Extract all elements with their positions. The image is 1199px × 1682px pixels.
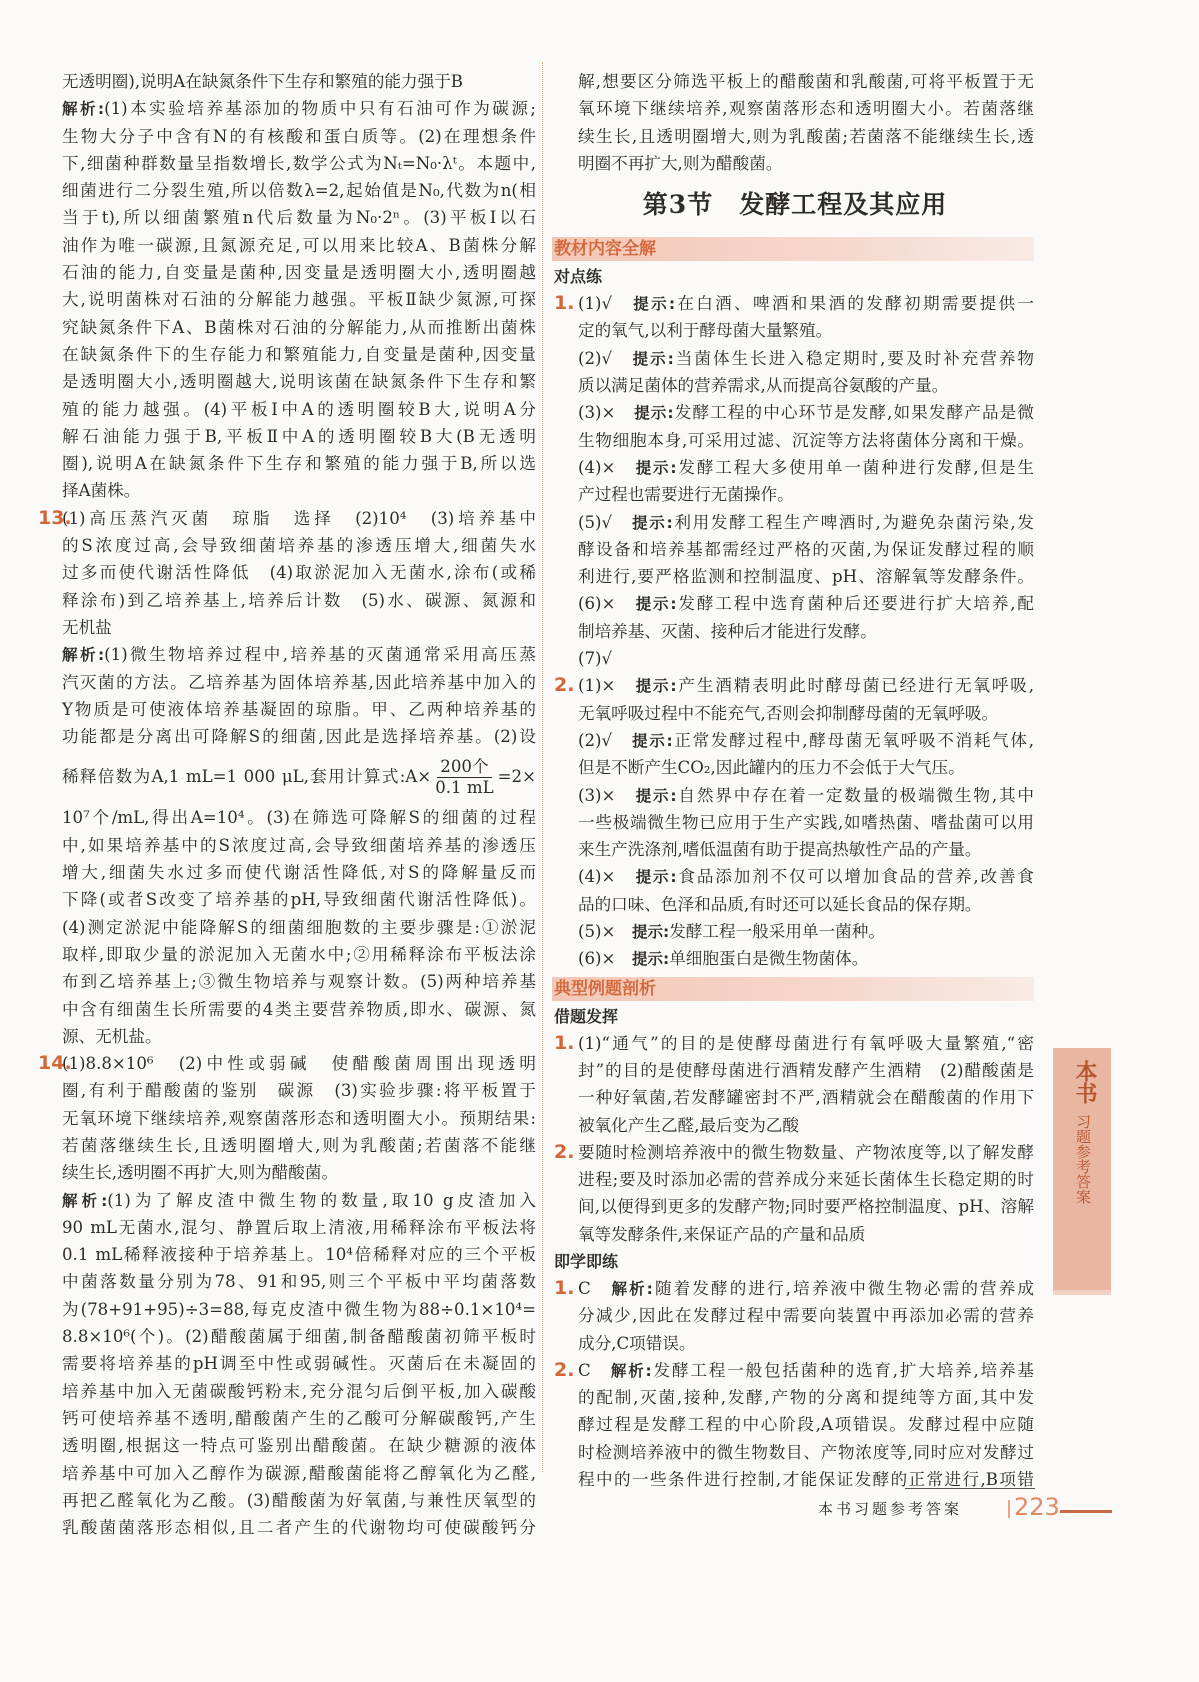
line-text: 透明圈,根据这一特点可鉴别出醋酸菌。在缺少糖源的液体 — [62, 1436, 536, 1456]
line-text: 乳酸菌菌落形态相似,且二者产生的代谢物均可使碳酸钙分 — [62, 1518, 536, 1538]
text-line — [62, 1214, 536, 1241]
line-text: 圈),说明A在缺氮条件下生存和繁殖的能力强于B,所以选 — [62, 454, 536, 474]
line-text: 无氧呼吸过程中不能充气,否则会抑制酵母菌的无氧呼吸。 — [578, 703, 999, 723]
line-text: (3)× — [578, 785, 636, 805]
text-line — [62, 1023, 536, 1050]
text-line — [578, 645, 1034, 672]
section-banner: 典型例题剖析 — [552, 977, 1034, 1001]
label-bold: 提示: — [635, 786, 677, 805]
text-line — [62, 750, 536, 804]
text-line — [578, 95, 1034, 122]
line-text: 无透明圈),说明A在缺氮条件下生存和繁殖的能力强于B — [62, 72, 463, 91]
label-bold: 解析: — [611, 1279, 653, 1298]
text-line — [62, 914, 536, 941]
text-line — [578, 481, 1034, 508]
line-text: 自然界中存在着一定数量的极端微生物,其中 — [676, 785, 1034, 805]
line-text: 油作为唯一碳源,且氮源充足,可以用来比较A、B菌株分解 — [62, 235, 536, 255]
line-text: 氧等发酵条件,来保证产品的产量和品质 — [578, 1224, 866, 1244]
line-text: 究缺氮条件下A、B菌株对石油的分解能力,从而推断出菌株 — [62, 317, 536, 337]
section-banner: 教材内容全解 — [552, 237, 1034, 261]
line-text: (1)微生物培养过程中,培养基的灭菌通常采用高压蒸 — [104, 645, 537, 665]
line-text: 当菌体生长进入稳定期时,要及时补充营养物 — [673, 348, 1034, 368]
text-line — [62, 941, 536, 968]
line-text: 汽灭菌的方法。乙培养基为固体培养基,因此培养基中加入的 — [62, 672, 536, 692]
line-text: (3)× — [578, 403, 635, 423]
text-line — [578, 454, 1034, 481]
line-text: 利用发酵工程生产啤酒时,为避免杂菌污染,发 — [672, 512, 1034, 532]
side-tab — [1053, 1048, 1111, 1295]
line-text: 若菌落继续生长,且透明圈增大,则为乳酸菌;若菌落不能继 — [62, 1135, 536, 1155]
line-text: (6)× — [578, 949, 633, 969]
text-line — [578, 123, 1034, 150]
label-bold: 提示: — [633, 295, 676, 314]
text-line — [578, 863, 1034, 890]
text-line — [62, 886, 536, 913]
line-text: 8.8×10⁶(个)。(2)醋酸菌属于细菌,制备醋酸菌初筛平板时 — [62, 1327, 536, 1347]
text-line — [554, 1030, 1034, 1057]
question-number: 1. — [554, 292, 575, 315]
line-text: (1)高压蒸汽灭菌 琼脂 选择 (2)10⁴ (3)培养基中 — [62, 508, 536, 528]
line-text: C — [578, 1278, 612, 1298]
subsection-heading: 借题发挥 — [554, 1006, 619, 1026]
line-text: 殖的能力越强。(4)平板Ⅰ中A的透明圈较B大,说明A分 — [62, 399, 536, 419]
line-text: 间,以便得到更多的发酵产物;同时要严格控制温度、pH、溶解 — [578, 1197, 1034, 1217]
text-line — [62, 1187, 536, 1214]
line-text: 稀释倍数为A,1 mL=1 000 μL,套用计算式:A× — [62, 767, 432, 787]
text-line — [578, 150, 1034, 177]
line-text: 10⁷个/mL,得出A=10⁴。(3)在筛选可降解S的细菌的过程 — [62, 808, 536, 828]
line-text: 但是不断产生CO₂,因此罐内的压力不会低于大气压。 — [578, 758, 965, 778]
question-number: 14. — [38, 1052, 72, 1075]
line-text: 过多而使代谢活性降低 (4)取淤泥加入无菌水,涂布(或稀 — [62, 563, 536, 583]
text-line — [62, 587, 536, 614]
text-line — [62, 150, 536, 177]
label-bold: 提示: — [632, 349, 674, 368]
text-line — [578, 563, 1034, 590]
line-text: 发酵工程大多使用单一菌种进行发酵,但是生 — [676, 457, 1034, 477]
line-text: 需要将培养基的pH调至中性或弱碱性。灭菌后在未凝固的 — [62, 1354, 536, 1374]
text-line — [578, 590, 1034, 617]
footer-separator — [1008, 1500, 1010, 1518]
line-text: 利进行,要严格监测和控制温度、pH、溶解氧等发酵条件。 — [578, 567, 1034, 587]
label-bold: 提示: — [635, 868, 677, 887]
text-line — [554, 290, 1034, 317]
line-text: 的S浓度过高,会导致细菌培养基的渗透压增大,细菌失水 — [62, 536, 536, 556]
text-line — [62, 1487, 536, 1514]
text-line — [62, 95, 536, 122]
line-text: 被氧化产生乙醛,最后变为乙酸 — [578, 1115, 799, 1135]
text-line — [62, 286, 536, 313]
line-text: 一种好氧菌,若发酵罐密封不严,酒精就会在醋酸菌的作用下 — [578, 1088, 1034, 1108]
text-line — [62, 696, 536, 723]
line-text: 功能都是分离出可降解S的细菌,因此是选择培养基。(2)设 — [62, 727, 536, 747]
text-line — [62, 1405, 536, 1432]
line-text: 培养基中可加入乙醇作为碳源,醋酸菌能将乙醇氧化为乙醛, — [62, 1463, 536, 1483]
line-text: (1)为了解皮渣中微生物的数量,取10 g皮渣加入 — [107, 1190, 536, 1210]
text-line — [578, 700, 1034, 727]
text-line — [62, 423, 536, 450]
text-line — [578, 1166, 1034, 1193]
line-text: 酵过程是发酵工程的中心阶段,A项错误。发酵过程中应随 — [578, 1415, 1034, 1435]
label-bold: 解析: — [610, 1361, 652, 1380]
line-text: 氧环境下继续培养,观察菌落形态和透明圈大小。若菌落继 — [578, 99, 1034, 119]
line-text: (7)√ — [578, 649, 613, 669]
text-line — [578, 809, 1034, 836]
line-text: 在白酒、啤酒和果酒的发酵初期需要提供一 — [675, 294, 1034, 314]
line-text: 培养基中加入无菌碳酸钙粉末,充分混匀后倒平板,加入碳酸 — [62, 1381, 536, 1401]
line-text: (1)“通气”的目的是使酵母菌进行有氧呼吸大量繁殖,“密 — [578, 1033, 1034, 1053]
text-line — [62, 123, 536, 150]
line-text: 发酵工程一般采用单一菌种。 — [669, 922, 885, 942]
line-text: 中,如果培养基中的S浓度过高,会导致细菌培养基的渗透压 — [62, 835, 536, 855]
line-text: 发酵工程中选育菌种后还要进行扩大培养,配 — [676, 594, 1034, 614]
text-line — [62, 1077, 536, 1104]
line-text: 解,想要区分筛选平板上的醋酸菌和乳酸菌,可将平板置于无 — [578, 72, 1034, 91]
text-line — [62, 177, 536, 204]
line-text: 圈,有利于醋酸菌的鉴别 碳源 (3)实验步骤:将平板置于 — [62, 1081, 536, 1101]
text-line — [578, 618, 1034, 645]
fraction-denominator: 0.1 mL — [435, 778, 494, 798]
line-text: =2× — [497, 767, 536, 787]
text-line — [62, 314, 536, 341]
line-text: 封”的目的是使酵母菌进行酒精发酵产生酒精 (2)醋酸菌是 — [578, 1060, 1034, 1080]
page-number: 223 — [1014, 1493, 1060, 1521]
line-text: 0.1 mL稀释液接种于培养基上。10⁴倍稀释对应的三个平板 — [62, 1245, 536, 1265]
question-number: 1. — [554, 1031, 575, 1054]
text-line — [578, 1084, 1034, 1111]
line-text: (4)× — [578, 457, 636, 477]
line-text: 为(78+91+95)÷3=88,每克皮渣中微生物为88÷0.1×10⁴= — [62, 1299, 536, 1319]
line-text: (2)√ — [578, 348, 633, 368]
text-line — [62, 532, 536, 559]
fraction — [435, 757, 493, 798]
line-text: (5)× — [578, 922, 633, 942]
text-line — [578, 1466, 1034, 1493]
left-column — [38, 68, 537, 1541]
text-line — [578, 1221, 1034, 1248]
text-line — [62, 1432, 536, 1459]
text-line — [578, 1302, 1034, 1329]
text-line — [554, 1357, 1034, 1384]
line-text: 下降(或者S改变了培养基的pH,导致细菌代谢活性降低)。 — [62, 890, 536, 910]
text-line — [578, 891, 1034, 918]
line-text: 的配制,灭菌,接种,发酵,产物的分离和提纯等方面,其中发 — [578, 1388, 1034, 1408]
label-bold: 解析: — [62, 1191, 108, 1210]
text-line — [578, 1439, 1034, 1466]
line-text: 中菌落数量分别为78、91和95,则三个平板中平均菌落数 — [62, 1272, 536, 1292]
text-line — [62, 368, 536, 395]
footer-rule — [905, 1488, 1035, 1489]
label-bold: 提示: — [632, 950, 670, 969]
line-text: 生物大分子中含有N的有核酸和蛋白质等。(2)在理想条件 — [62, 126, 536, 146]
text-line — [554, 1275, 1034, 1302]
text-line — [578, 536, 1034, 563]
question-number: 1. — [554, 1276, 575, 1299]
line-text: 明圈不再扩大,则为醋酸菌。 — [578, 153, 783, 173]
side-tab-title: 本书 — [1072, 1060, 1097, 1104]
line-text: 在缺氮条件下的生存能力和繁殖能力,自变量是菌种,因变量 — [62, 344, 536, 364]
line-text: 成分,C项错误。 — [578, 1333, 696, 1353]
line-text: 一些极端微生物已应用于生产实践,如嗜热菌、嗜盐菌可以用 — [578, 812, 1034, 832]
label-bold: 提示: — [632, 923, 670, 942]
text-line — [62, 1159, 536, 1186]
text-line — [578, 1411, 1034, 1438]
label-bold: 提示: — [635, 595, 677, 614]
line-text: 钙可使培养基不透明,醋酸菌产生的乙酸可分解碳酸钙,产生 — [62, 1408, 536, 1428]
text-line — [578, 317, 1034, 344]
line-text: 随着发酵的进行,培养液中微生物必需的营养成 — [652, 1278, 1034, 1298]
right-column — [554, 68, 1034, 1493]
text-line — [62, 1241, 536, 1268]
text-line — [578, 1330, 1034, 1357]
line-text: 进程;要及时添加必需的营养成分来延长菌体生长稳定期的时 — [578, 1170, 1034, 1190]
text-line — [62, 1323, 536, 1350]
line-text: 大,说明菌株对石油的分解能力越强。平板Ⅱ缺少氮源,可探 — [62, 290, 536, 310]
section-title: 第3节 发酵工程及其应用 — [642, 190, 948, 220]
text-line — [62, 1350, 536, 1377]
text-line — [62, 614, 536, 641]
text-line — [62, 259, 536, 286]
line-text: 无机盐 — [62, 617, 112, 637]
text-line — [62, 559, 536, 586]
text-line — [38, 1050, 536, 1077]
line-text: 正常发酵过程中,酵母菌无氧呼吸不消耗气体, — [672, 730, 1034, 750]
text-line — [578, 945, 1034, 972]
text-line — [62, 396, 536, 423]
text-line — [554, 672, 1034, 699]
text-line — [578, 427, 1034, 454]
label-bold: 提示: — [632, 731, 673, 750]
text-line — [62, 996, 536, 1023]
line-text: 取样,即取少量的淤泥加入无菌水中;②用稀释涂布平板法涂 — [62, 944, 536, 964]
text-line — [62, 968, 536, 995]
text-line — [62, 204, 536, 231]
label-bold: 解析: — [62, 100, 105, 119]
text-line — [38, 505, 536, 532]
text-line — [62, 232, 536, 259]
text-line — [578, 372, 1034, 399]
label-bold: 提示: — [632, 513, 673, 532]
text-line — [62, 832, 536, 859]
text-line — [578, 727, 1034, 754]
side-tab-subtitle: 习题参考答案 — [1074, 1114, 1092, 1204]
question-number: 2. — [554, 1358, 575, 1381]
text-line — [62, 641, 536, 668]
line-text: 食品添加剂不仅可以增加食品的营养,改善食 — [676, 867, 1034, 887]
line-text: (2)√ — [578, 730, 633, 750]
line-text: 无氧环境下继续培养,观察菌落形态和透明圈大小。预期结果: — [62, 1108, 536, 1128]
line-text: 解石油能力强于B,平板Ⅱ中A的透明圈较B大(B无透明 — [62, 426, 536, 446]
footer-title: 本书习题参考答案 — [818, 1500, 963, 1518]
text-line — [578, 1057, 1034, 1084]
footer-accent-bar — [1060, 1510, 1112, 1513]
line-text: 来生产洗涤剂,嗜低温菌有助于提高热敏性产品的产量。 — [578, 840, 982, 860]
line-text: 90 mL无菌水,混匀、静置后取上清液,用稀释涂布平板法将 — [62, 1217, 536, 1237]
line-text: 产生酒精表明此时酵母菌已经进行无氧呼吸, — [676, 676, 1034, 696]
text-line — [578, 1193, 1034, 1220]
line-text: 释涂布)到乙培养基上,培养后计数 (5)水、碳源、氮源和 — [62, 590, 536, 610]
text-line — [578, 68, 1034, 95]
line-text: 制培养基、灭菌、接种后才能进行发酵。 — [578, 621, 877, 641]
line-text: 发酵工程的中心环节是发酵,如果发酵产品是微 — [673, 403, 1034, 423]
line-text: 增大,细菌失水过多而使代谢活性降低,对S的降解量反而 — [62, 863, 536, 883]
text-line — [62, 804, 536, 831]
text-line — [62, 341, 536, 368]
text-line — [578, 345, 1034, 372]
line-text: 时检测培养液中的微生物数目、产物浓度等,同时应对发酵过 — [578, 1442, 1034, 1462]
line-text: C — [578, 1360, 611, 1380]
text-line — [62, 68, 536, 95]
line-text: 布到乙培养基上;③微生物培养与观察计数。(5)两种培养基 — [62, 972, 536, 992]
text-line — [578, 918, 1034, 945]
line-text: 再把乙醛氧化为乙酸。(3)醋酸菌为好氧菌,与兼性厌氧型的 — [62, 1490, 536, 1510]
text-line — [578, 1384, 1034, 1411]
line-text: 中含有细菌生长所需要的4类主要营养物质,即水、碳源、氮 — [62, 999, 536, 1019]
label-bold: 提示: — [634, 404, 674, 423]
question-number: 2. — [554, 1140, 575, 1163]
text-line — [578, 836, 1034, 863]
line-text: 单细胞蛋白是微生物菌体。 — [669, 949, 869, 969]
label-bold: 提示: — [635, 458, 677, 477]
line-text: (5)√ — [578, 512, 633, 532]
line-text: 择A菌株。 — [62, 481, 141, 501]
text-line — [62, 1105, 536, 1132]
text-line — [62, 477, 536, 504]
line-text: 分减少,因此在发酵过程中需要向装置中再添加必需的营养 — [578, 1306, 1034, 1326]
text-line — [578, 399, 1034, 426]
line-text: 质以满足菌体的营养需求,从而提高谷氨酸的产量。 — [578, 376, 949, 396]
line-text: (1)√ — [578, 294, 634, 314]
question-number: 13. — [38, 506, 72, 529]
text-line — [62, 669, 536, 696]
text-line — [62, 859, 536, 886]
line-text: 下,细菌种群数量呈指数增长,数学公式为Nₜ=N₀·λᵗ。本题中, — [62, 153, 536, 173]
line-text: 续生长,透明圈不再扩大,则为醋酸菌。 — [62, 1163, 339, 1183]
line-text: 程中的一些条件进行控制,才能保证发酵的正常进行,B项错 — [578, 1470, 1034, 1490]
line-text: Y物质是可使液体培养基凝固的琼脂。甲、乙两种培养基的 — [62, 699, 536, 719]
column-divider — [542, 62, 543, 1472]
text-line — [578, 782, 1034, 809]
line-text: (1)本实验培养基添加的物质中只有石油可作为碳源; — [104, 99, 536, 119]
line-text: 续生长,且透明圈增大,则为乳酸菌;若菌落不能继续生长,透 — [578, 126, 1034, 146]
line-text: 当于t),所以细菌繁殖n代后数量为N₀·2ⁿ。(3)平板Ⅰ以石 — [62, 208, 536, 228]
line-text: 源、无机盐。 — [62, 1026, 162, 1046]
line-text: 产过程也需要进行无菌操作。 — [578, 485, 794, 505]
text-line — [62, 1460, 536, 1487]
line-text: 细菌进行二分裂生殖,所以倍数λ=2,起始值是N₀,代数为n(相 — [62, 181, 536, 201]
text-line — [62, 1378, 536, 1405]
line-text: (6)× — [578, 594, 636, 614]
text-line — [578, 754, 1034, 781]
line-text: (4)测定淤泥中能降解S的细菌细胞数的主要步骤是:①淤泥 — [62, 917, 536, 937]
subsection-heading: 即学即练 — [554, 1251, 619, 1271]
text-line — [554, 1139, 1034, 1166]
label-bold: 提示: — [635, 677, 677, 696]
line-text: 发酵工程一般包括菌种的选育,扩大培养,培养基 — [651, 1360, 1034, 1380]
fraction-numerator: 200个 — [437, 757, 491, 778]
text-line — [62, 1514, 536, 1541]
text-line — [62, 1268, 536, 1295]
text-line — [62, 1296, 536, 1323]
line-text: 石油的能力,自变量是菌种,因变量是透明圈大小,透明圈越 — [62, 263, 536, 283]
text-line — [62, 1132, 536, 1159]
line-text: (1)× — [578, 676, 636, 696]
label-bold: 解析: — [62, 646, 105, 665]
line-text: (4)× — [578, 867, 636, 887]
line-text: 生物细胞本身,可采用过滤、沉淀等方法将菌体分离和干燥。 — [578, 430, 1034, 450]
question-number: 2. — [554, 674, 575, 697]
text-line — [62, 450, 536, 477]
line-text: (1)8.8×10⁶ (2)中性或弱碱 使醋酸菌周围出现透明 — [62, 1054, 536, 1074]
text-line — [62, 723, 536, 750]
text-line — [578, 1112, 1034, 1139]
line-text: 品的口味、色泽和品质,有时还可以延长食品的保存期。 — [578, 894, 982, 914]
text-line — [578, 509, 1034, 536]
subsection-heading: 对点练 — [554, 267, 603, 287]
line-text: 定的氧气,以利于酵母菌大量繁殖。 — [578, 321, 833, 341]
line-text: 要随时检测培养液中的微生物数量、产物浓度等,以了解发酵 — [578, 1142, 1034, 1162]
line-text: 是透明圈大小,透明圈越大,说明该菌在缺氮条件下生存和繁 — [62, 372, 536, 392]
line-text: 酵设备和培养基都需经过严格的灭菌,为保证发酵过程的顺 — [578, 539, 1034, 559]
